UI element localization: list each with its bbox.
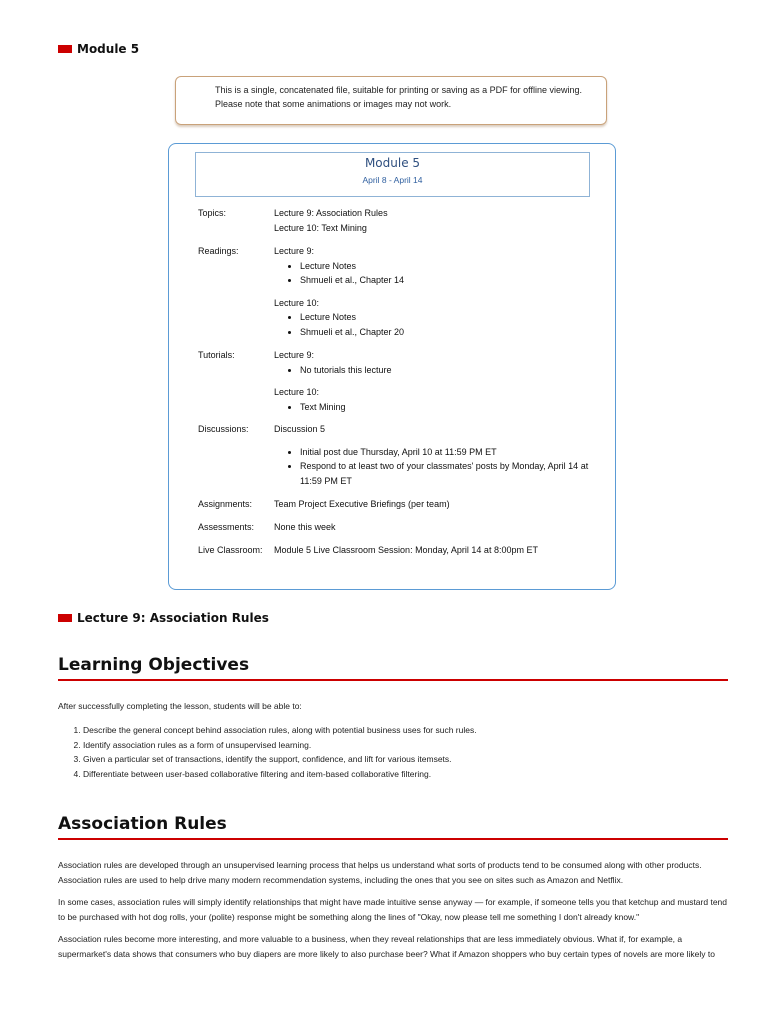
offline-notice bbox=[175, 76, 607, 125]
readings-label: Readings: bbox=[198, 246, 239, 256]
discussions-label: Discussions: bbox=[198, 424, 249, 434]
discussions-list bbox=[274, 422, 594, 488]
readings-lecture10-heading: Lecture 10: bbox=[274, 297, 320, 308]
module-overview-box bbox=[168, 143, 616, 590]
live-classroom-value: Module 5 Live Classroom Session: Monday, April 14 at 8:00pm ET bbox=[274, 545, 538, 555]
assignments-label: Assignments: bbox=[198, 499, 253, 509]
tutorials-lecture9-heading: Lecture 9: bbox=[274, 350, 315, 360]
objective-item: 3. Given a particular set of transactions, identify the support, confidence, and lift for various itemsets. bbox=[83, 752, 683, 767]
assignments-value: Team Project Executive Briefings (per team) bbox=[274, 499, 450, 509]
tutorials-lecture10-heading: Lecture 10: bbox=[274, 387, 320, 397]
objective-item: 4. Differentiate between user-based collaborative filtering and item-based collaborative filtering. bbox=[83, 767, 683, 782]
reading-item: • Shmueli et al., Chapter 14 bbox=[300, 273, 594, 288]
objective-item: 1. Describe the general concept behind association rules, along with potential business uses for such rules. bbox=[83, 723, 683, 738]
discussion-item: • Respond to at least two of your classmates' posts by Monday, April 14 at 11:59 PM ET bbox=[300, 459, 594, 488]
objectives-list bbox=[58, 723, 683, 781]
notice-text: This is a single, concatenated file, suitable for printing or saving as a PDF for offline viewing. Please note that some animations or images may not work. bbox=[215, 85, 583, 109]
readings-list bbox=[274, 244, 594, 339]
red-square-icon bbox=[58, 614, 72, 622]
reading-item: • Lecture Notes bbox=[300, 259, 594, 274]
association-rules-title: Association Rules bbox=[58, 814, 728, 840]
module-header bbox=[195, 152, 590, 197]
live-classroom-label: Live Classroom: bbox=[198, 545, 263, 555]
assessments-label: Assessments: bbox=[198, 522, 255, 532]
tutorial-item: • No tutorials this lecture bbox=[300, 363, 594, 378]
objective-item: 2. Identify association rules as a form of unsupervised learning. bbox=[83, 738, 683, 753]
topics-list bbox=[274, 206, 594, 235]
association-paragraph: Association rules become more interesting, and more valuable to a business, when they reveal relationships that are less immediately obvious. What if, for example, a supermarket's data shows that consumers who buy diapers are more likely to also purchase beer? What if Amazon shoppers who buy certain types of novels are more likely to bbox=[58, 934, 715, 959]
association-paragraph: In some cases, association rules will simply identify relationships that might have made intuitive sense anyway — for example, if someone tells you that ketchup and mustard tend to be purchased with hot dog rolls, your (polite) response might be something along the lines of "Okay, now please tell me something I don't already know." bbox=[58, 897, 727, 922]
objectives-intro: After successfully completing the lesson, students will be able to: bbox=[58, 701, 302, 711]
topic-item: Lecture 9: Association Rules bbox=[274, 208, 388, 218]
readings-lecture9-heading: Lecture 9: bbox=[274, 246, 315, 256]
lecture-heading-text: Lecture 9: Association Rules bbox=[77, 611, 269, 625]
module-title: Module 5 bbox=[364, 156, 421, 170]
tutorial-item: • Text Mining bbox=[300, 400, 594, 415]
association-paragraph: Association rules are developed through an unsupervised learning process that helps us understand what sorts of products tend to be consumed along with other products. Association rules are used to help drive many modern recommendation systems, including the ones that you see on sites such as Amazon and Netflix. bbox=[58, 860, 702, 885]
assessments-value: None this week bbox=[274, 522, 336, 532]
reading-item: • Lecture Notes bbox=[300, 310, 594, 325]
learning-objectives-title: Learning Objectives bbox=[58, 655, 728, 681]
tutorials-list bbox=[274, 348, 594, 414]
discussion-item: • Initial post due Thursday, April 10 at 11:59 PM ET bbox=[300, 445, 594, 460]
topic-item: Lecture 10: Text Mining bbox=[274, 222, 367, 233]
lecture-section-heading bbox=[58, 611, 269, 625]
module-dates: April 8 - April 14 bbox=[362, 175, 423, 185]
module-section-heading bbox=[58, 42, 139, 56]
discussion-heading: Discussion 5 bbox=[274, 424, 326, 434]
topics-label: Topics: bbox=[198, 208, 227, 218]
tutorials-label: Tutorials: bbox=[198, 350, 235, 360]
red-square-icon bbox=[58, 45, 72, 53]
module-heading-text: Module 5 bbox=[77, 42, 140, 56]
reading-item: • Shmueli et al., Chapter 20 bbox=[300, 325, 594, 340]
